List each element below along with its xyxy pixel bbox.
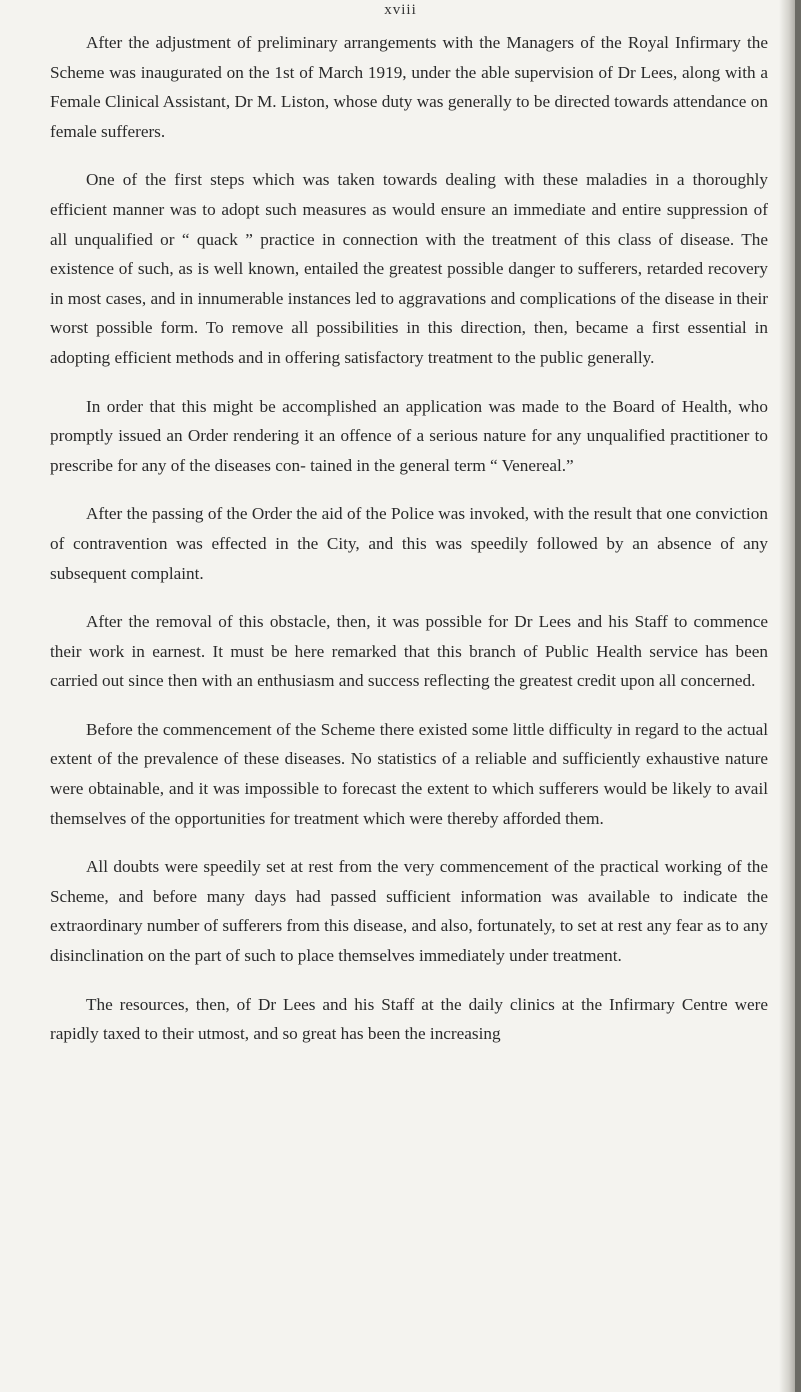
paragraph-2: One of the first steps which was taken towards dealing with these maladies in a thoroughly efficient manner was to adopt such measures as would ensure an immediate and entire suppression of all unqualified or “ quack ” practice in connection with the treatment of this class of disease. The existence of such, as is well known, entailed the greatest possible danger to sufferers, retarded recovery in most cases, and in innumerable instances led to aggravations and complications of the disease in their worst possible form. To remove all possibilities in this direction, then, became a first essential in adopting efficient methods and in offering satisfactory treatment to the public generally. [50, 170, 768, 367]
body-text [50, 28, 768, 1068]
paragraph-1: After the adjustment of preliminary arrangements with the Managers of the Royal Infirmary the Scheme was inaugurated on the 1st of March 1919, under the able supervision of Dr Lees, along with a Female Clinical Assistant, Dr M. Liston, whose duty was generally to be directed towards attendance on female sufferers. [50, 33, 768, 141]
paragraph-8: The resources, then, of Dr Lees and his Staff at the daily clinics at the Infirmary Centre were rapidly taxed to their utmost, and so great has been the increasing [50, 994, 768, 1044]
page-edge [795, 0, 801, 1392]
paragraph-6: Before the commencement of the Scheme there existed some little difficulty in regard to the actual extent of the prevalence of these diseases. No statistics of a reliable and sufficiently exhaustive nature were obtainable, and it was impossible to forecast the extent to which sufferers would be likely to avail themselves of the opportunities for treatment which were thereby afforded them. [50, 719, 768, 828]
paragraph-4: After the passing of the Order the aid of the Police was invoked, with the result that one conviction of contravention was effected in the City, and this was speedily followed by an absence of any subsequent complaint. [50, 504, 768, 583]
paragraph-5: After the removal of this obstacle, then, it was possible for Dr Lees and his Staff to commence their work in earnest. It must be here remarked that this branch of Public Health service has been carried out since then with an enthusiasm and success reflecting the greatest credit upon all concerned. [50, 612, 768, 691]
page-number: xviii [384, 2, 417, 18]
paragraph-7: All doubts were speedily set at rest from the very commencement of the practical working of the Scheme, and before many days had passed sufficient information was available to indicate the extraordinary number of sufferers from this disease, and also, fortunately, to set at rest any fear as to any disinclination on the part of such to place themselves immediately under treatment. [50, 857, 768, 966]
paragraph-3: In order that this might be accomplished an application was made to the Board of Health, who promptly issued an Order rendering it an offence of a serious nature for any unqualified practitioner to prescribe for any of the diseases con- tained in the general term “ Venereal.” [50, 396, 768, 475]
